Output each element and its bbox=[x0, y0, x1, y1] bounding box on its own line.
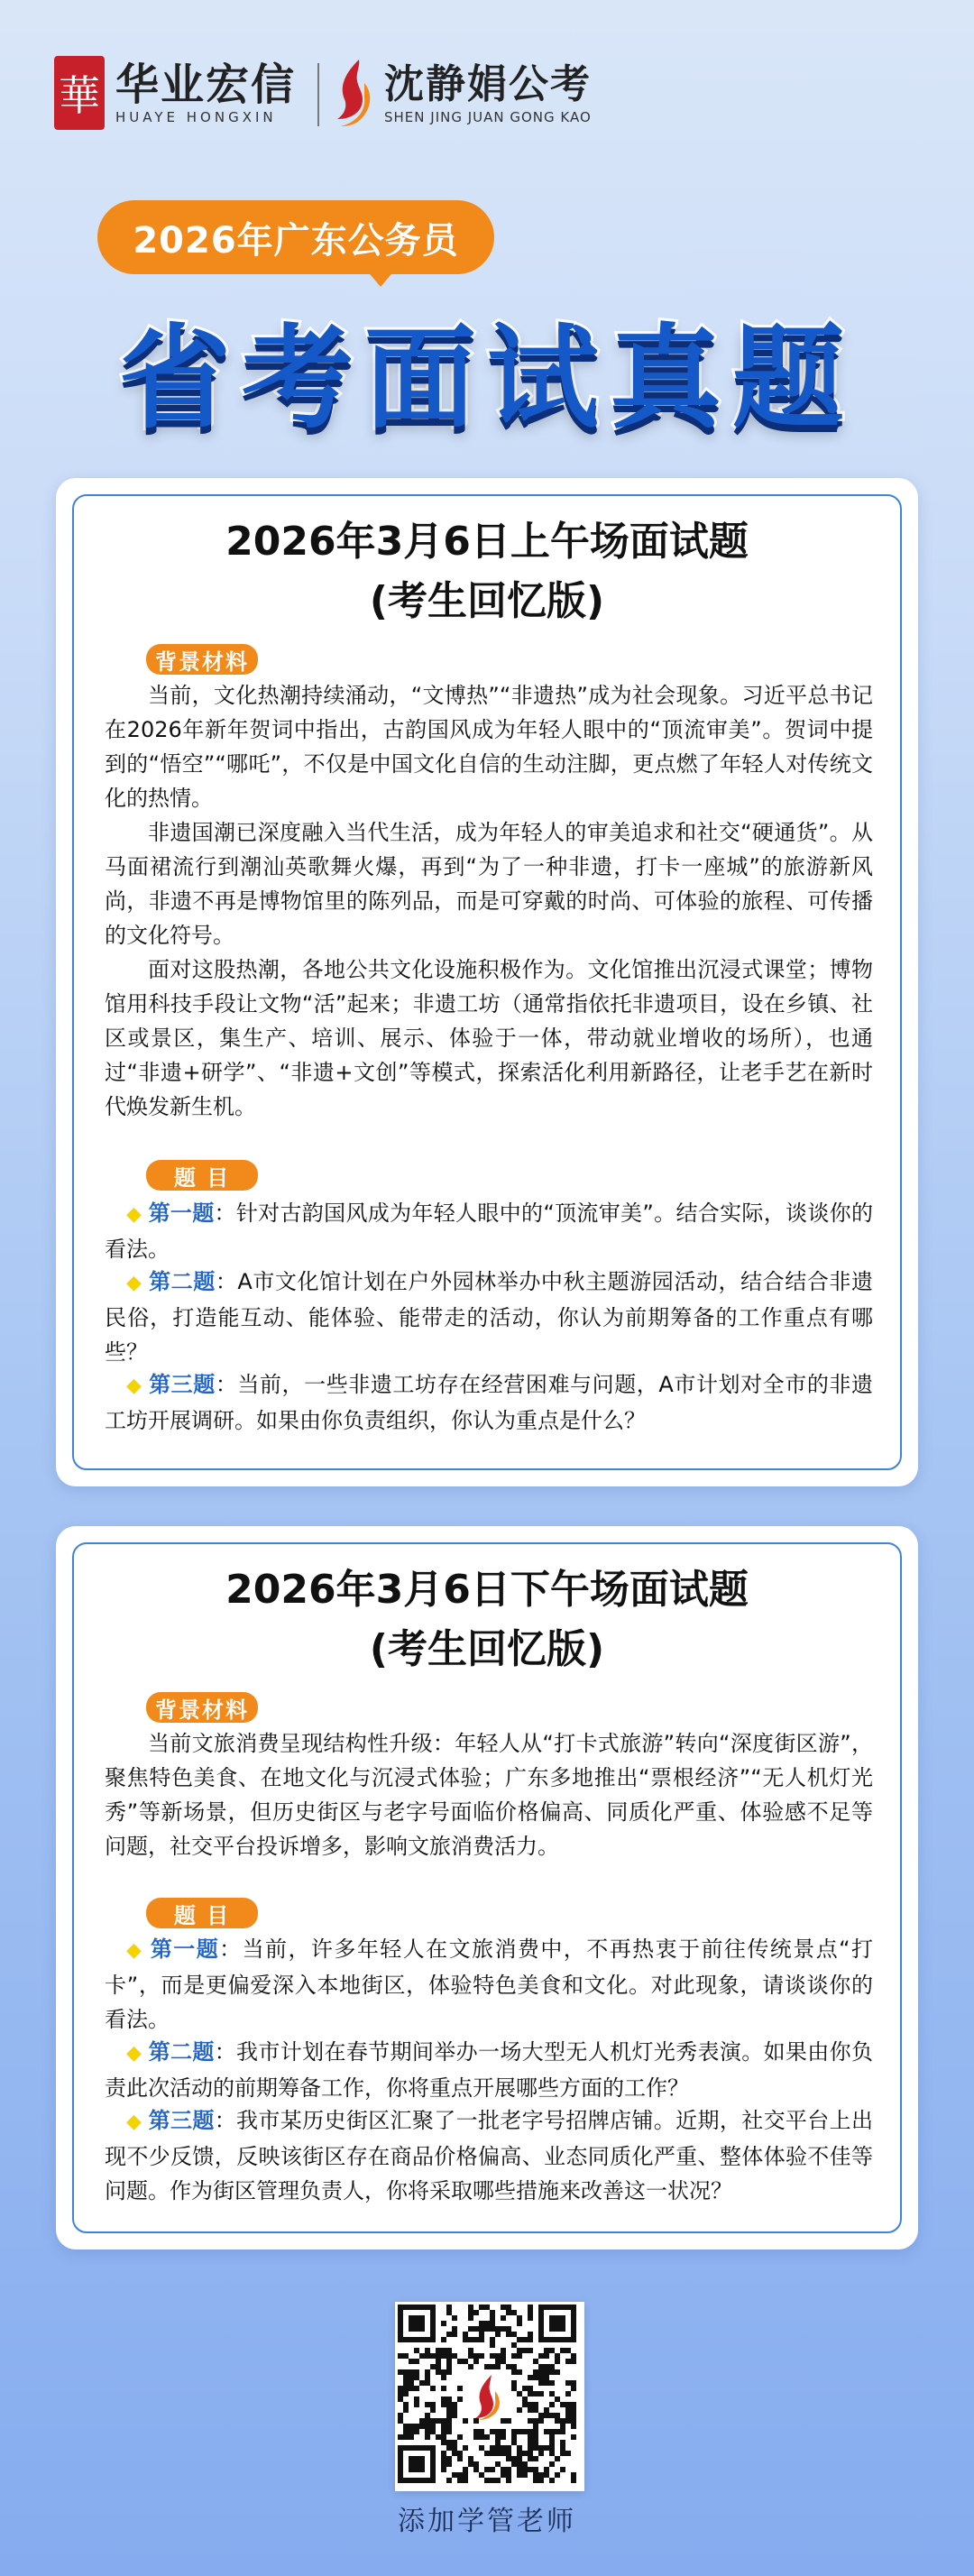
morning-session-card bbox=[56, 478, 918, 1486]
question-text: ：当前，许多年轻人在文旅消费中，不再热衷于前往传统景点“打卡”，而是更偏爱深入本地街区，体验特色美食和文化。对此现象，请谈谈你的看法。 bbox=[105, 1937, 874, 2032]
question-label: 第三题 bbox=[148, 2108, 215, 2133]
diamond-bullet-icon: ◆ bbox=[126, 2111, 149, 2133]
session-subtitle: (考生回忆版) bbox=[369, 578, 605, 624]
questions-tag: 题 目 bbox=[146, 1160, 258, 1191]
question-text: ：当前，一些非遗工坊存在经营困难与问题，A市计划对全市的非遗工坊开展调研。如果由你负责组织，你认为重点是什么？ bbox=[105, 1372, 873, 1433]
session-title: 2026年3月6日下午场面试题 bbox=[225, 1567, 749, 1613]
question-item bbox=[105, 1265, 873, 1369]
diamond-bullet-icon: ◆ bbox=[126, 2042, 149, 2065]
diamond-bullet-icon: ◆ bbox=[126, 1939, 151, 1962]
background-paragraph: 当前文旅消费呈现结构性升级：年轻人从“打卡式旅游”转向“深度街区游”，聚焦特色美食、在地文化与沉浸式体验；广东多地推出“票根经济”“无人机灯光秀”等新场景，但历史街区与老字号面临价格偏高、同质化严重、体验感不足等问题，社交平台投诉增多，影响文旅消费活力。 bbox=[105, 1731, 873, 1859]
header bbox=[0, 0, 974, 487]
logo-divider bbox=[317, 63, 319, 126]
question-item bbox=[105, 1367, 873, 1438]
flame-logo-icon bbox=[332, 56, 377, 130]
huaye-logo-en: HUAYE HONGXIN bbox=[115, 109, 277, 125]
qr-caption: 添加学管老师 bbox=[398, 2506, 576, 2537]
background-paragraph: 当前，文化热潮持续涌动，“文博热”“非遗热”成为社会现象。习近平总书记在2026年新年贺词中指出，古韵国风成为年轻人眼中的“顶流审美”。贺词中提到的“悟空”“哪吒”，不仅是中国文化自信的生动注脚，更点燃了年轻人对传统文化的热情。 bbox=[105, 683, 873, 811]
question-text: ：针对古韵国风成为年轻人眼中的“顶流审美”。结合实际，谈谈你的看法。 bbox=[105, 1201, 873, 1262]
background-paragraph: 非遗国潮已深度融入当代生活，成为年轻人的审美追求和社交“硬通货”。从马面裙流行到潮汕英歌舞火爆，再到“为了一种非遗，打卡一座城”的旅游新风尚，非遗不再是博物馆里的陈列品，而是可穿戴的时尚、可体验的旅程、可传播的文化符号。 bbox=[105, 820, 873, 948]
page-title: 省考面试真题 bbox=[118, 314, 855, 444]
background-paragraph: 面对这股热潮，各地公共文化设施积极作为。文化馆推出沉浸式课堂；博物馆用科技手段让文物“活”起来；非遗工坊（通常指依托非遗项目，设在乡镇、社区或景区，集生产、培训、展示、体验于一体，带动就业增收的场所），也通过“非遗+研学”、“非遗+文创”等模式，探索活化利用新路径，让老手艺在新时代焕发新生机。 bbox=[105, 957, 873, 1119]
question-label: 第一题 bbox=[148, 1201, 215, 1226]
question-label: 第一题 bbox=[150, 1937, 220, 1962]
afternoon-session-card bbox=[56, 1526, 918, 2249]
diamond-bullet-icon: ◆ bbox=[126, 1272, 150, 1294]
diamond-bullet-icon: ◆ bbox=[126, 1203, 149, 1226]
question-label: 第二题 bbox=[148, 2039, 215, 2065]
huaye-logo bbox=[54, 56, 296, 130]
session-title: 2026年3月6日上午场面试题 bbox=[225, 519, 749, 565]
shenjingjuan-logo-en: SHEN JING JUAN GONG KAO bbox=[384, 109, 592, 125]
question-label: 第三题 bbox=[149, 1372, 216, 1397]
question-item bbox=[105, 1932, 873, 2037]
question-text: ：我市某历史街区汇聚了一批老字号招牌店铺。近期，社交平台上出现不少反馈，反映该街区存在商品价格偏高、业态同质化严重、整体体验不佳等问题。作为街区管理负责人，你将采取哪些措施来改善这一状况？ bbox=[105, 2108, 874, 2203]
question-item bbox=[105, 1196, 873, 1266]
badge-tail bbox=[361, 263, 400, 287]
background-tag: 背景材料 bbox=[146, 644, 258, 675]
diamond-bullet-icon: ◆ bbox=[126, 1375, 150, 1397]
question-item bbox=[105, 2035, 873, 2105]
question-label: 第二题 bbox=[149, 1269, 216, 1294]
qr-code-icon bbox=[398, 2305, 576, 2483]
question-item bbox=[105, 2103, 873, 2208]
shenjingjuan-logo-name: 沈静娟公考 bbox=[384, 61, 592, 107]
exam-badge: 2026年广东公务员 bbox=[97, 200, 494, 274]
question-text: ：我市计划在春节期间举办一场大型无人机灯光秀表演。如果由你负责此次活动的前期筹备工作，你将重点开展哪些方面的工作？ bbox=[105, 2039, 874, 2101]
question-text: ：A市文化馆计划在户外园林举办中秋主题游园活动，结合结合非遗民俗，打造能互动、能体验、能带走的活动，你认为前期筹备的工作重点有哪些？ bbox=[105, 1269, 873, 1365]
session-subtitle: (考生回忆版) bbox=[369, 1626, 605, 1672]
huaye-logo-name: 华业宏信 bbox=[115, 60, 297, 110]
huaye-logo-mark: 華 bbox=[54, 56, 105, 130]
qr-code[interactable] bbox=[395, 2302, 584, 2491]
shenjingjuan-logo bbox=[332, 56, 592, 130]
questions-tag: 题 目 bbox=[146, 1898, 258, 1928]
background-tag: 背景材料 bbox=[146, 1692, 258, 1723]
